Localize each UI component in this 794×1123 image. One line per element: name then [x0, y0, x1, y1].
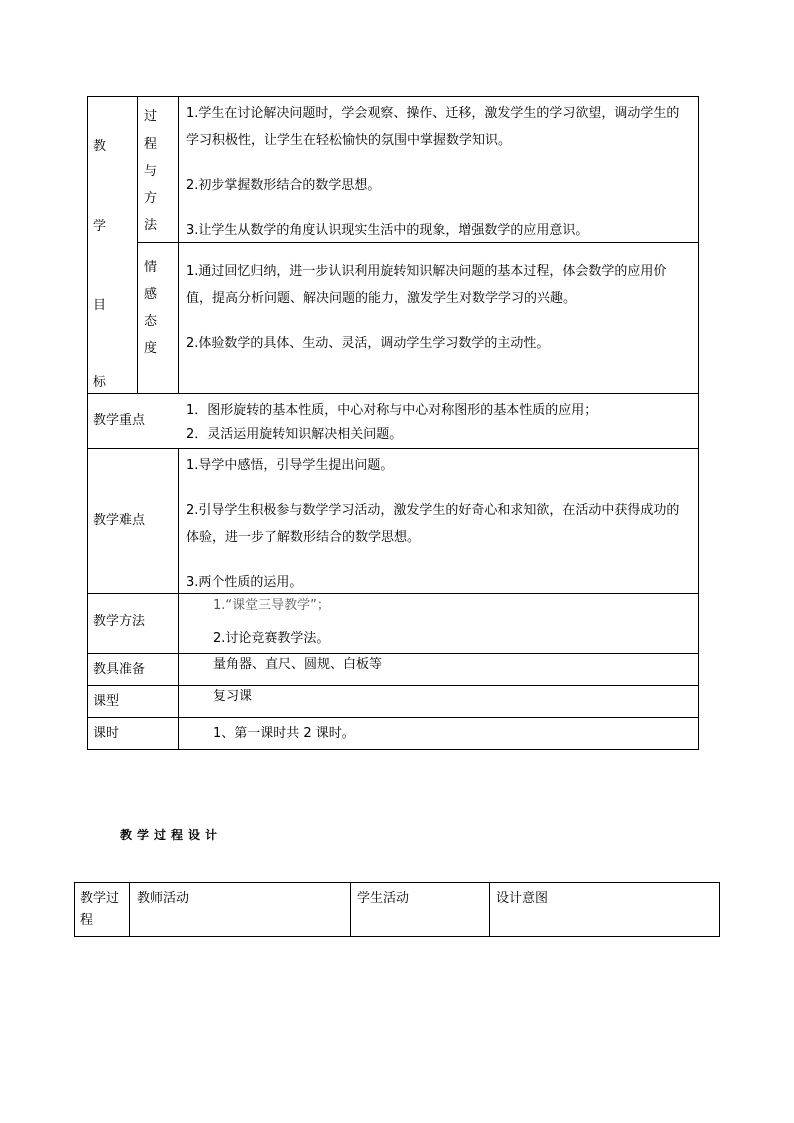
tools-label: 教具准备	[93, 662, 146, 677]
process-table-divider	[489, 882, 490, 937]
difficulties-label: 教学难点	[93, 513, 146, 528]
process-table-divider	[129, 882, 130, 937]
table-divider-main-top	[178, 96, 179, 393]
emotion-item: 2.体验数学的具体、生动、灵活，调动学生学习数学的主动性。	[186, 336, 550, 351]
process-method-char: 法	[144, 218, 158, 233]
hours-label: 课时	[93, 726, 120, 741]
hours-value: 1、第一课时共 2 课时。	[213, 726, 355, 741]
header-teaching-process: 教学过程	[80, 891, 120, 928]
process-method-char: 与	[144, 164, 158, 179]
process-method-char: 过	[144, 109, 158, 124]
difficulty-item: 1.导学中感悟，引导学生提出问题。	[186, 458, 394, 473]
key-point-item: 1．图形旋转的基本性质，中心对称与中心对称图形的基本性质的应用；	[186, 403, 598, 418]
process-item: 2.初步掌握数形结合的数学思想。	[186, 178, 381, 193]
objectives-group-char: 目	[93, 298, 107, 313]
table-divider-main-bottom	[178, 448, 179, 749]
key-point-item: 2．灵活运用旋转知识解决相关问题。	[186, 427, 403, 442]
process-item: 3.让学生从数学的角度认识现实生活中的现象，增强数学的应用意识。	[186, 223, 589, 238]
objectives-group-char: 标	[93, 375, 107, 390]
process-item: 1.学生在讨论解决问题时，学会观察、操作、迁移，激发学生的学习欲望，调动学生的学习积极性，让学生在轻松愉快的氛围中掌握数学知识。	[186, 106, 680, 148]
emotion-content	[186, 258, 692, 357]
emotion-attitude-char: 感	[144, 287, 158, 302]
method-item: 1.“课堂三导教学”；	[213, 598, 330, 613]
table-divider-sub	[137, 96, 138, 393]
process-method-content	[186, 100, 692, 244]
process-method-char: 程	[144, 137, 158, 152]
difficulty-item: 3.两个性质的运用。	[186, 575, 303, 590]
row-divider-1	[87, 393, 699, 394]
methods-label: 教学方法	[93, 614, 146, 629]
difficulty-item: 2.引导学生积极参与数学学习活动，激发学生的好奇心和求知欲，在活动中获得成功的体验，进一步了解数形结合的数学思想。	[186, 503, 680, 545]
emotion-item: 1.通过回忆归纳，进一步认识利用旋转知识解决问题的基本过程，体会数学的应用价值，提高分析问题、解决问题的能力，激发学生对数学学习的兴趣。	[186, 264, 667, 306]
tools-value: 量角器、直尺、圆规、白板等	[213, 657, 383, 672]
header-design-intent: 设计意图	[496, 891, 549, 906]
process-design-title: 教学过程设计	[120, 828, 223, 842]
process-table-border-top	[74, 882, 720, 883]
header-teacher-activity: 教师活动	[137, 891, 190, 906]
table-border-top	[87, 96, 699, 97]
lesson-type-value: 复习课	[213, 689, 253, 704]
header-student-activity: 学生活动	[357, 891, 410, 906]
row-divider-6	[87, 717, 699, 718]
process-method-char: 方	[144, 191, 158, 206]
emotion-attitude-char: 态	[144, 314, 158, 329]
emotion-attitude-char: 度	[144, 341, 158, 356]
process-table-divider	[350, 882, 351, 937]
table-border-right	[698, 96, 699, 749]
table-border-bottom	[87, 749, 699, 750]
row-divider-5	[87, 685, 699, 686]
objectives-group-char: 教	[93, 139, 107, 154]
methods-content	[213, 596, 693, 649]
table-border-left	[87, 96, 88, 749]
emotion-attitude-char: 情	[144, 260, 158, 275]
process-table-border-right	[719, 882, 720, 937]
difficulties-content	[186, 452, 692, 596]
method-item: 2.讨论竞赛教学法。	[213, 631, 330, 646]
lesson-type-label: 课型	[93, 694, 120, 709]
objectives-group-char: 学	[93, 219, 107, 234]
process-table-border-left	[74, 882, 75, 937]
key-points-content	[186, 399, 692, 447]
row-divider-2	[87, 448, 699, 449]
process-table-border-bottom	[74, 936, 720, 937]
key-points-label: 教学重点	[93, 413, 146, 428]
row-divider-4	[87, 653, 699, 654]
